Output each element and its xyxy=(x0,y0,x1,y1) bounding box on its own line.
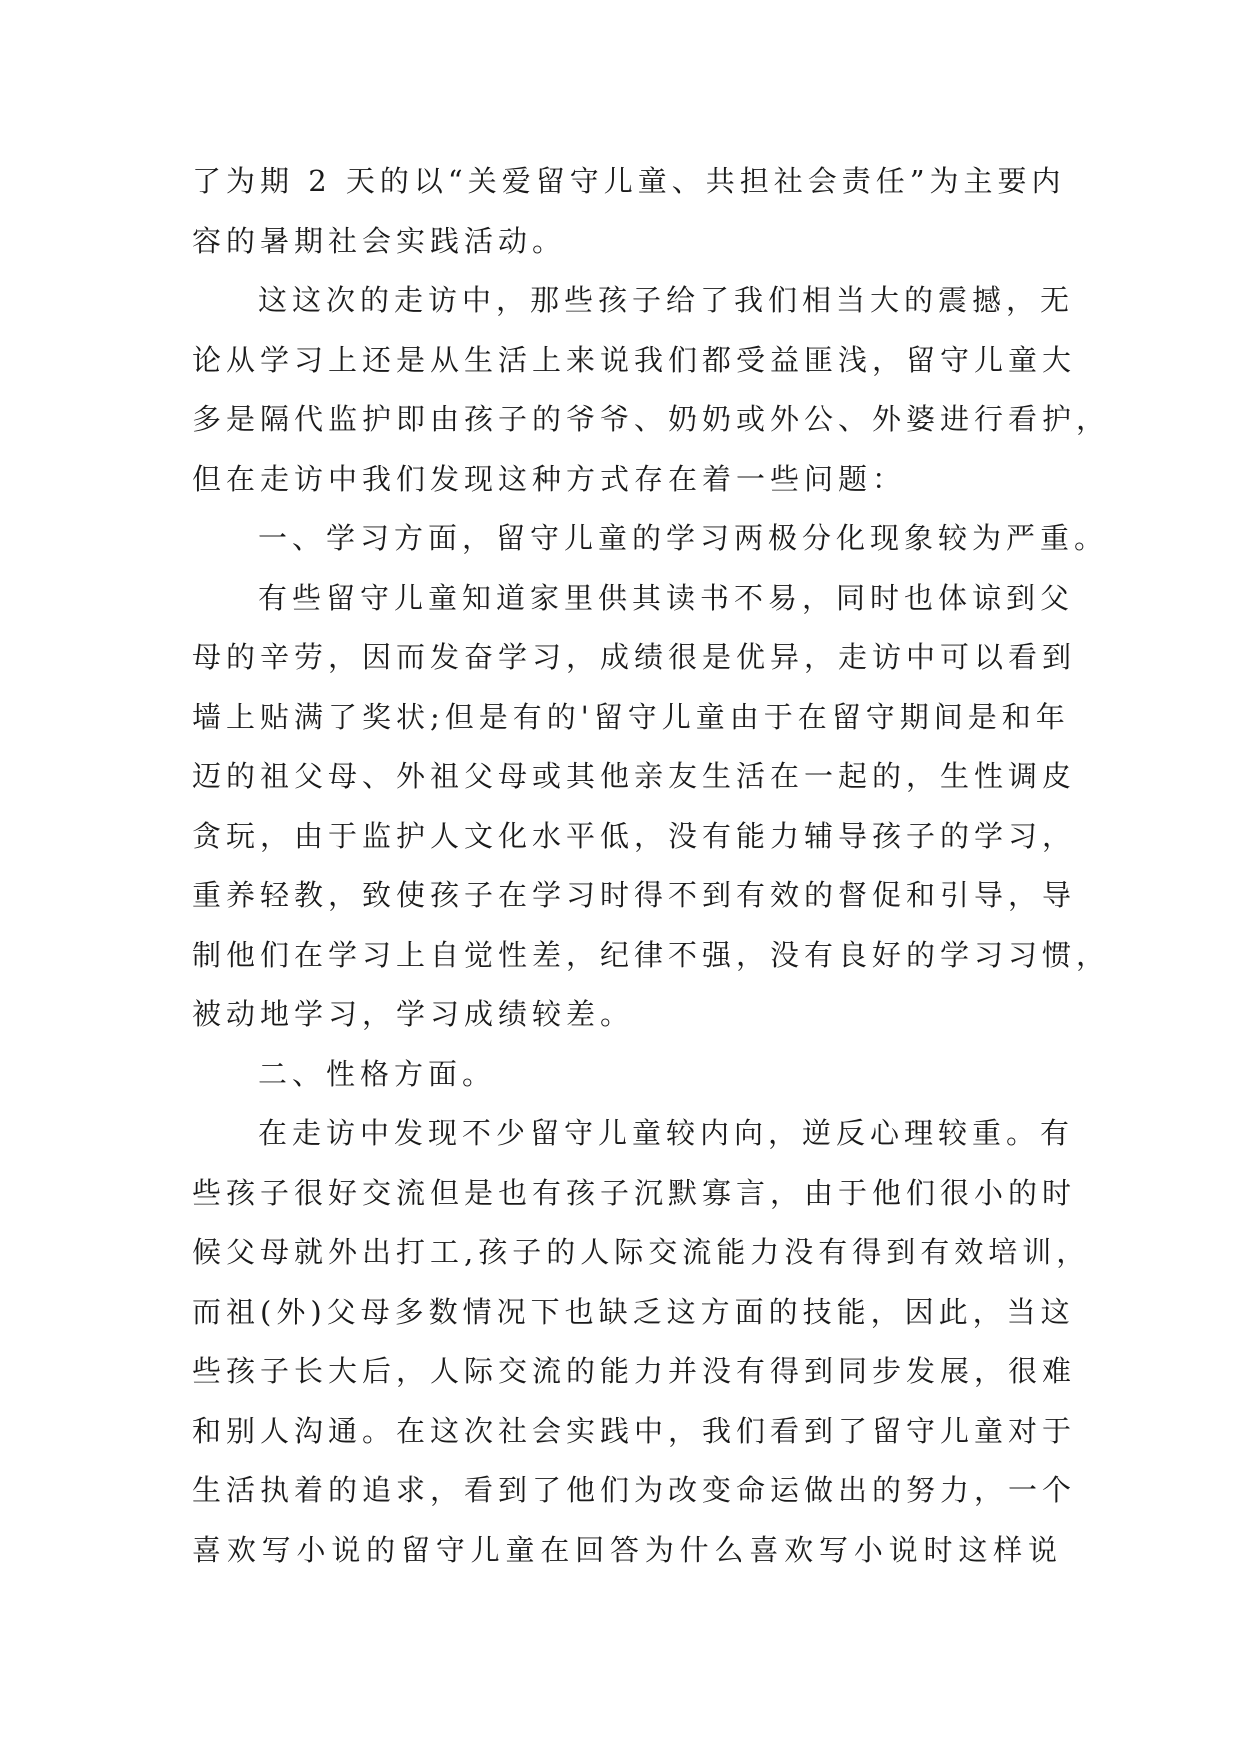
text-line: 迈的祖父母、外祖父母或其他亲友生活在一起的，生性调皮 xyxy=(192,759,1077,793)
text-line: 墙上贴满了奖状;但是有的'留守儿童由于在留守期间是和年 xyxy=(192,699,1070,734)
paragraph-start-line: 这这次的走访中，那些孩子给了我们相当大的震撼，无 xyxy=(258,283,1075,317)
text-line: 容的暑期社会实践活动。 xyxy=(192,223,567,258)
text-line: 候父母就外出打工,孩子的人际交流能力没有得到有效培训， xyxy=(192,1235,1091,1269)
text-line: 些孩子很好交流但是也有孩子沉默寡言，由于他们很小的时 xyxy=(192,1175,1077,1210)
text-line: 制他们在学习上自觉性差，纪律不强，没有良好的学习习惯， xyxy=(192,937,1111,972)
section-heading: 一、学习方面，留守儿童的学习两极分化现象较为严重。 xyxy=(258,521,1109,555)
paragraph-start-line: 在走访中发现不少留守儿童较内向，逆反心理较重。有 xyxy=(258,1116,1075,1150)
text-line: 但在走访中我们发现这种方式存在着一些问题： xyxy=(192,461,907,496)
text-line: 论从学习上还是从生活上来说我们都受益匪浅，留守儿童大 xyxy=(192,342,1077,377)
text-line: 了为期 2 天的以“关爱留守儿童、共担社会责任”为主要内 xyxy=(192,164,1066,198)
text-line: 生活执着的追求，看到了他们为改变命运做出的努力，一个 xyxy=(192,1473,1077,1507)
text-line: 些孩子长大后，人际交流的能力并没有得到同步发展，很难 xyxy=(192,1354,1077,1388)
text-line: 被动地学习，学习成绩较差。 xyxy=(192,997,635,1031)
text-line: 重养轻教，致使孩子在学习时得不到有效的督促和引导，导 xyxy=(192,878,1077,912)
text-line: 多是隔代监护即由孩子的爷爷、奶奶或外公、外婆进行看护， xyxy=(192,402,1111,436)
text-line: 母的辛劳，因而发奋学习，成绩很是优异，走访中可以看到 xyxy=(192,640,1077,674)
text-line: 和别人沟通。在这次社会实践中，我们看到了留守儿童对于 xyxy=(192,1413,1077,1448)
text-line: 贪玩，由于监护人文化水平低，没有能力辅导孩子的学习， xyxy=(192,818,1077,853)
text-line: 喜欢写小说的留守儿童在回答为什么喜欢写小说时这样说 xyxy=(192,1532,1062,1567)
text-line: 而祖(外)父母多数情况下也缺乏这方面的技能，因此，当这 xyxy=(192,1294,1075,1329)
paragraph-start-line: 有些留守儿童知道家里供其读书不易，同时也体谅到父 xyxy=(258,580,1075,615)
section-heading: 二、性格方面。 xyxy=(258,1056,497,1091)
body-text xyxy=(192,152,1111,1580)
